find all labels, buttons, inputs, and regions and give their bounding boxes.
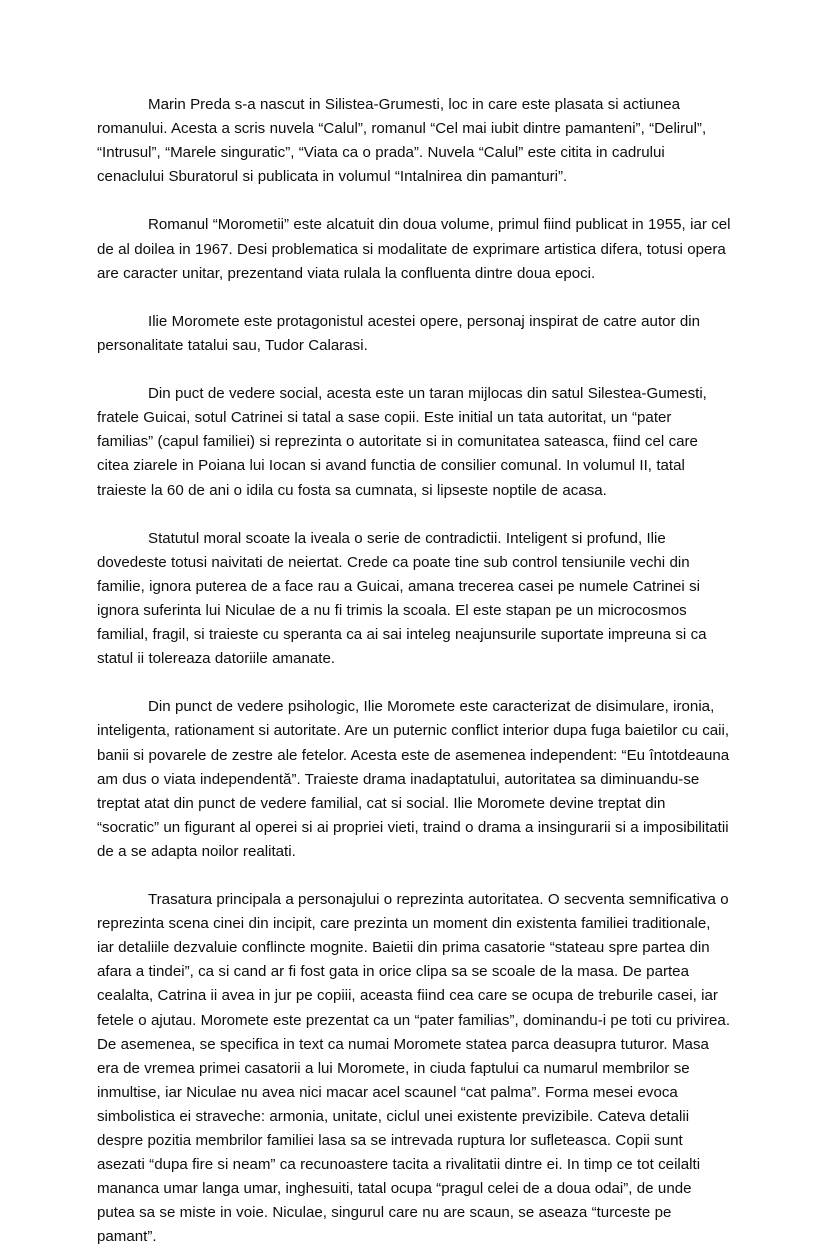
document-text-body: [97, 93, 731, 1250]
paragraph-5: Statutul moral scoate la iveala o serie de contradictii. Inteligent si profund, Ilie dovedeste totusi naivitati de neiertat. Crede ca poate tine sub control tensiunile vechi din familie, ignora puterea de a face rau a Guicai, amana trecerea casei pe numele Catrinei si ignora suferinta lui Niculae de a nu fi trimis la scoala. El este stapan pe un microcosmos familial, fragil, si traieste cu speranta ca ai sai inteleg neajunsurile suportate impreuna si ca statul ii tolereaza datoriile amanate.: [97, 529, 707, 668]
paragraph-4: Din puct de vedere social, acesta este un taran mijlocas din satul Silestea-Gumesti, fratele Guicai, sotul Catrinei si tatal a sase copii. Este initial un tata autoritat, un “pater familias” (capul familiei) si reprezinta o autoritate si in comunitatea sateasca, fiind cel care citea ziarele in Poiana lui Iocan si avand functia de consilier comunal. In volumul II, tatal traieste la 60 de ani o idila cu fosta sa cumnata, si lipseste noptile de acasa.: [97, 385, 707, 499]
paragraph-7: Trasatura principala a personajului o reprezinta autoritatea. O secventa semnificativa o reprezinta scena cinei din incipit, care prezinta un moment din existenta familiei traditionale, iar detaliile dezvaluie conflincte mognite. Baietii din prima casatorie “stateau spre partea din afara a tindei”, ca si cand ar fi fost gata in orice clipa sa se scoale de la masa. De partea cealalta, Catrina ii avea in jur pe copiii, aceasta fiind cea care se ocupa de treburile casei, iar fetele o ajutau. Moromete este prezentat ca un “pater familias”, dominandu-i pe toti cu privirea. De asemenea, se specifica in text ca numai Moromete statea parca deasupra tuturor. Masa era de vremea primei casatorii a lui Moromete, in ciuda faptului ca numarul membrilor se inmultise, iar Niculae nu avea nici macar acel scaunel “cat palma”. Forma mesei evoca simbolistica ei straveche: armonia, unitate, ciclul unei existente previzibile. Cateva detalii despre pozitia membrilor familiei lasa sa se intrevada ruptura lor sufleteasca. Copii sunt asezati “dupa fire si neam” ca recunoastere tacita a rivalitatii dintre ei. In timp ce tot ceilalti mananca umar langa umar, inghesuiti, tatal ocupa “pragul celei de a doua odai”, de unde putea sa se miste in voie. Niculae, singurul care nu are scaun, se aseaza “turceste pe pamant”.: [97, 891, 731, 1246]
paragraph-2: Romanul “Morometii” este alcatuit din doua volume, primul fiind publicat in 1955, iar cel de al doilea in 1967. Desi problematica si modalitate de exprimare artistica difera, totusi opera are caracter unitar, prezentand viata rulala la confluenta dintre doua epoci.: [97, 216, 731, 282]
paragraph-3: Ilie Moromete este protagonistul acestei opere, personaj inspirat de catre autor din personalitate tatalui sau, Tudor Calarasi.: [97, 312, 701, 354]
paragraph-1: Marin Preda s-a nascut in Silistea-Grumesti, loc in care este plasata si actiunea romanului. Acesta a scris nuvela “Calul”, romanul “Cel mai iubit dintre pamanteni”, “Delirul”, “Intrusul”, “Marele singuratic”, “Viata ca o prada”. Nuvela “Calul” este citita in cadrului cenaclului Sburatorul si publicata in volumul “Intalnirea din pamanturi”.: [97, 96, 707, 186]
paragraph-6: Din punct de vedere psihologic, Ilie Moromete este caracterizat de disimulare, ironia, inteligenta, rationament si autoritate. Are un puternic conflict interior dupa fuga baietilor cu caii, banii si povarele de zestre ale fetelor. Acesta este de asemenea independent: “Eu întotdeauna am dus o viata independentă”. Traieste drama inadaptatului, autoritatea sa diminuandu-se treptat atat din punct de vedere familial, cat si social. Ilie Moromete devine treptat din “socratic” un figurant al operei si ai propriei vieti, traind o drama a insingurarii si a imposibilitatii de a se adapta noilor realitati.: [97, 698, 730, 860]
